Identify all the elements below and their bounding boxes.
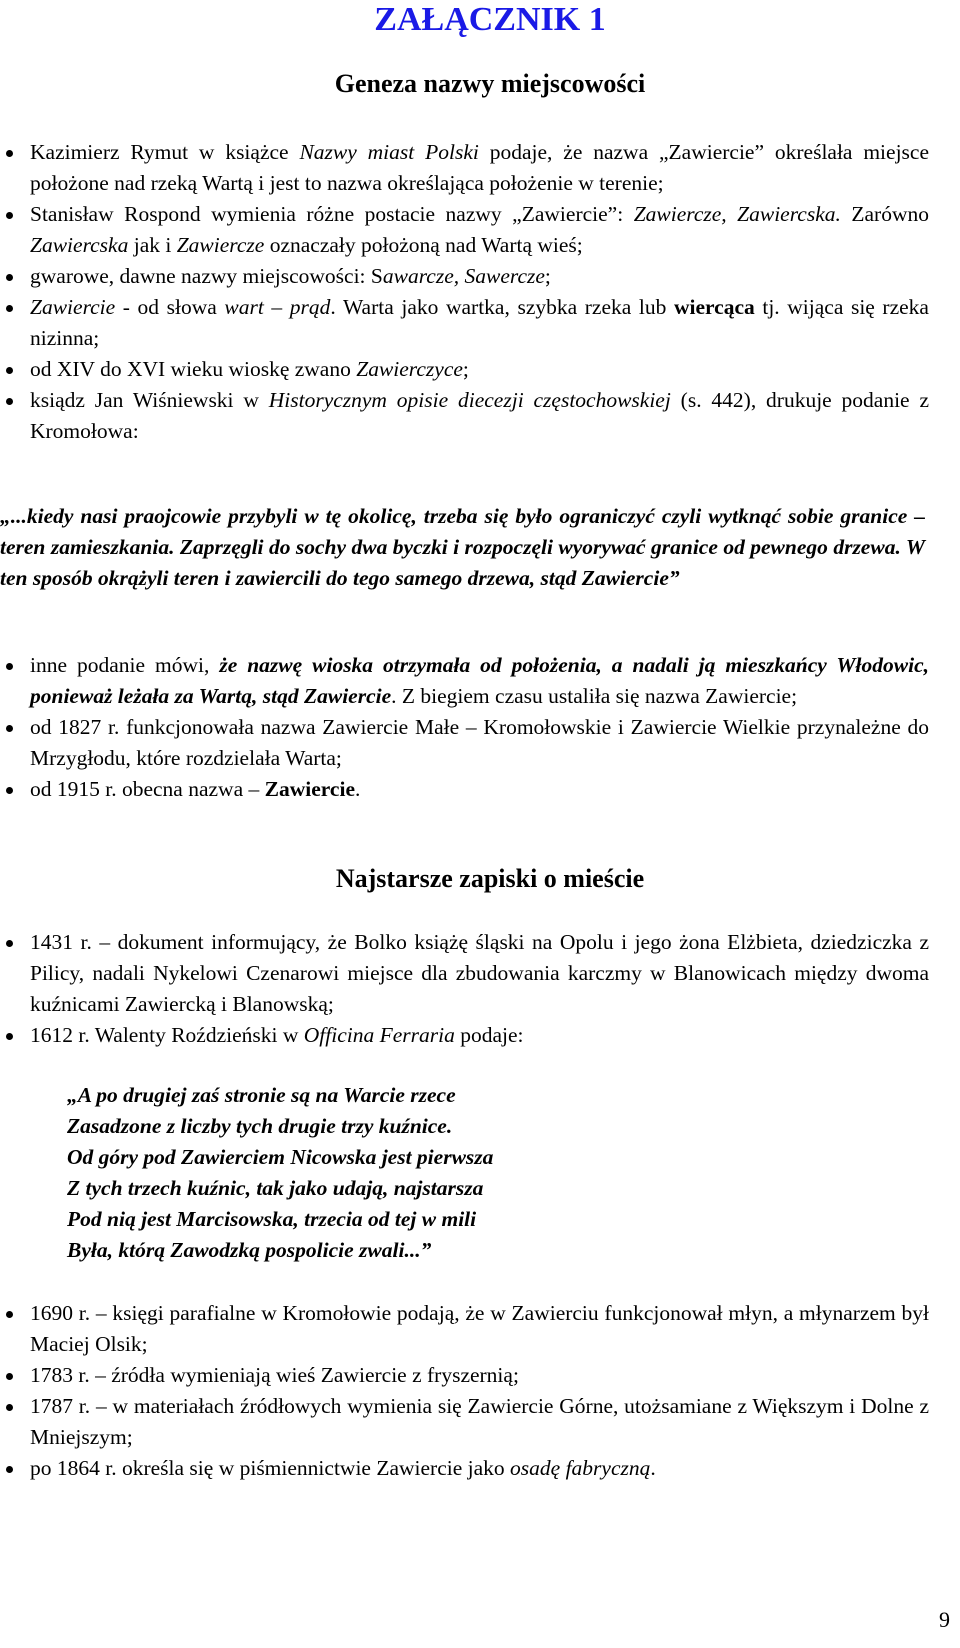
text-run: ksiądz Jan Wiśniewski w [30, 388, 269, 412]
page-number: 9 [939, 1607, 950, 1632]
text-run: Nazwy miast Polski [299, 140, 479, 164]
text-run: Zawiercie [264, 777, 355, 801]
bullet-icon [6, 1311, 13, 1318]
bullet-icon [6, 274, 13, 281]
text-run: Zawiercie [30, 295, 116, 319]
bullet-icon [6, 398, 13, 405]
bullet-icon [6, 1373, 13, 1380]
text-run: (s. 442), drukuje podanie z Kromołowa: [30, 388, 929, 443]
bullet-icon [6, 787, 13, 794]
list-item [0, 927, 929, 1020]
text-run: Stanisław Rospond wymienia różne postacie nazwy „Zawiercie”: [30, 202, 634, 226]
bullet-icon [6, 150, 13, 157]
text-run: 1783 r. – źródła wymieniają wieś Zawiercie z fryszernią; [30, 1363, 519, 1387]
list-item [0, 1453, 929, 1484]
text-run: Zawiercska [30, 233, 129, 257]
bullet-icon [6, 1033, 13, 1040]
text-run: od XIV do XVI wieku wioskę zwano [30, 357, 357, 381]
text-run: od 1915 r. obecna nazwa – [30, 777, 265, 801]
text-run: Zawierczyce [356, 357, 463, 381]
poem-line: Od góry pod Zawierciem Nicowska jest pierwsza [67, 1145, 494, 1169]
oldest-records-list-continued [0, 1298, 960, 1484]
text-run: jak i [128, 233, 177, 257]
text-run: Historycznym opisie diecezji częstochowskiej [268, 388, 671, 412]
text-run: gwarowe, dawne nazwy miejscowości: S [30, 264, 383, 288]
bullet-icon [6, 725, 13, 732]
bullet-icon [6, 212, 13, 219]
list-item [0, 712, 929, 774]
list-item [0, 261, 929, 292]
list-item [0, 1020, 929, 1051]
text-run: 1787 r. – w materiałach źródłowych wymienia się Zawiercie Górne, utożsamiane z Większym i Dolne z Mniejszym; [30, 1394, 929, 1449]
text-run: awarcze, Sawercze [382, 264, 545, 288]
bullet-icon [6, 940, 13, 947]
bullet-icon [6, 1466, 13, 1473]
text-run: podaje: [454, 1023, 524, 1047]
name-origin-list [0, 137, 960, 447]
name-origin-list-continued [0, 650, 960, 805]
poem-line: „A po drugiej zaś stronie są na Warcie rzece [67, 1083, 456, 1107]
list-item [0, 199, 929, 261]
list-item [0, 1298, 929, 1360]
poem-line: Była, którą Zawodzką pospolicie zwali...” [67, 1238, 432, 1262]
text-run: 1431 r. – dokument informujący, że Bolko książę śląski na Opolu i jego żona Elżbieta, dziedziczka z Pilicy, nadali Nykelowi Czenarowi miejsce dla zbudowania karczmy w Blanowicach między dwoma kuźnicami Zawiercką i Blanowską; [30, 930, 929, 1016]
text-run: wiercąca [673, 295, 755, 319]
text-run: ; [544, 264, 551, 288]
text-run: oznaczały położoną nad Wartą wieś; [264, 233, 583, 257]
appendix-title: ZAŁĄCZNIK 1 [374, 1, 606, 38]
bullet-icon [6, 367, 13, 374]
poem-line: Zasadzone z liczby tych drugie trzy kuźnice. [67, 1114, 453, 1138]
bullet-icon [6, 1404, 13, 1411]
text-run: po 1864 r. określa się w piśmiennictwie Zawiercie jako [30, 1456, 511, 1480]
text-run: Officina Ferraria [303, 1023, 455, 1047]
list-item [0, 1391, 929, 1453]
section-title-oldest-records: Najstarsze zapiski o mieście [335, 864, 645, 893]
text-run: . [355, 777, 361, 801]
text-run: . Warta jako wartka, szybka rzeka lub [330, 295, 674, 319]
text-run: . [650, 1456, 656, 1480]
text-run: - od słowa [115, 295, 225, 319]
text-run: 1612 r. Walenty Roździeński w [30, 1023, 304, 1047]
text-run: od 1827 r. funkcjonowała nazwa Zawiercie Małe – Kromołowskie i Zawiercie Wielkie przynależne do Mrzygłodu, które rozdzielała Warta; [30, 715, 929, 770]
text-run: Zarówno [840, 202, 929, 226]
text-run: że nazwę wioska otrzymała od położenia, a nadali ją mieszkańcy Włodowic, ponieważ leżała za Wartą, stąd Zawiercie [30, 653, 929, 708]
kromolow-legend-quote: „...kiedy nasi praojcowie przybyli w tę okolicę, trzeba się było ograniczyć czyli wytknąć sobie granice – teren zamieszkania. Zaprzęgli do sochy dwa byczki i rozpoczęli wyorywać granice od pewnego drzewa. W ten sposób okrążyli teren i zawiercili do tego samego drzewa, stąd Zawiercie” [0, 504, 925, 590]
list-item [0, 385, 929, 447]
list-item [0, 292, 929, 354]
text-run: . Z biegiem czasu ustaliła się nazwa Zawiercie; [391, 684, 798, 708]
text-run: Kazimierz Rymut w książce [30, 140, 300, 164]
text-run: Zawiercze, Zawiercska. [633, 202, 841, 226]
text-run: wart – prąd [224, 295, 331, 319]
bullet-icon [6, 663, 13, 670]
poem-line: Pod nią jest Marcisowska, trzecia od tej w mili [67, 1207, 477, 1231]
section-title-name-origin: Geneza nazwy miejscowości [334, 69, 646, 98]
text-run: 1690 r. – księgi parafialne w Kromołowie podają, że w Zawierciu funkcjonował młyn, a młynarzem był Maciej Olsik; [30, 1301, 929, 1356]
text-run: ; [462, 357, 469, 381]
text-run: tj. wijąca się rzeka nizinna; [30, 295, 929, 350]
list-item [0, 137, 929, 199]
officina-ferraria-poem [67, 1080, 767, 1266]
text-run: podaje, że nazwa „Zawiercie” określała miejsce położone nad rzeką Wartą i jest to nazwa określająca położenie w terenie; [30, 140, 930, 195]
list-item [0, 354, 929, 385]
text-run: osadę fabryczną [510, 1456, 651, 1480]
list-item [0, 650, 929, 712]
bullet-icon [6, 305, 13, 312]
oldest-records-list [0, 927, 960, 1051]
text-run: Zawiercze [176, 233, 265, 257]
poem-line: Z tych trzech kuźnic, tak jako udają, najstarsza [67, 1176, 484, 1200]
list-item [0, 774, 929, 805]
text-run: inne podanie mówi, [30, 653, 220, 677]
list-item [0, 1360, 929, 1391]
